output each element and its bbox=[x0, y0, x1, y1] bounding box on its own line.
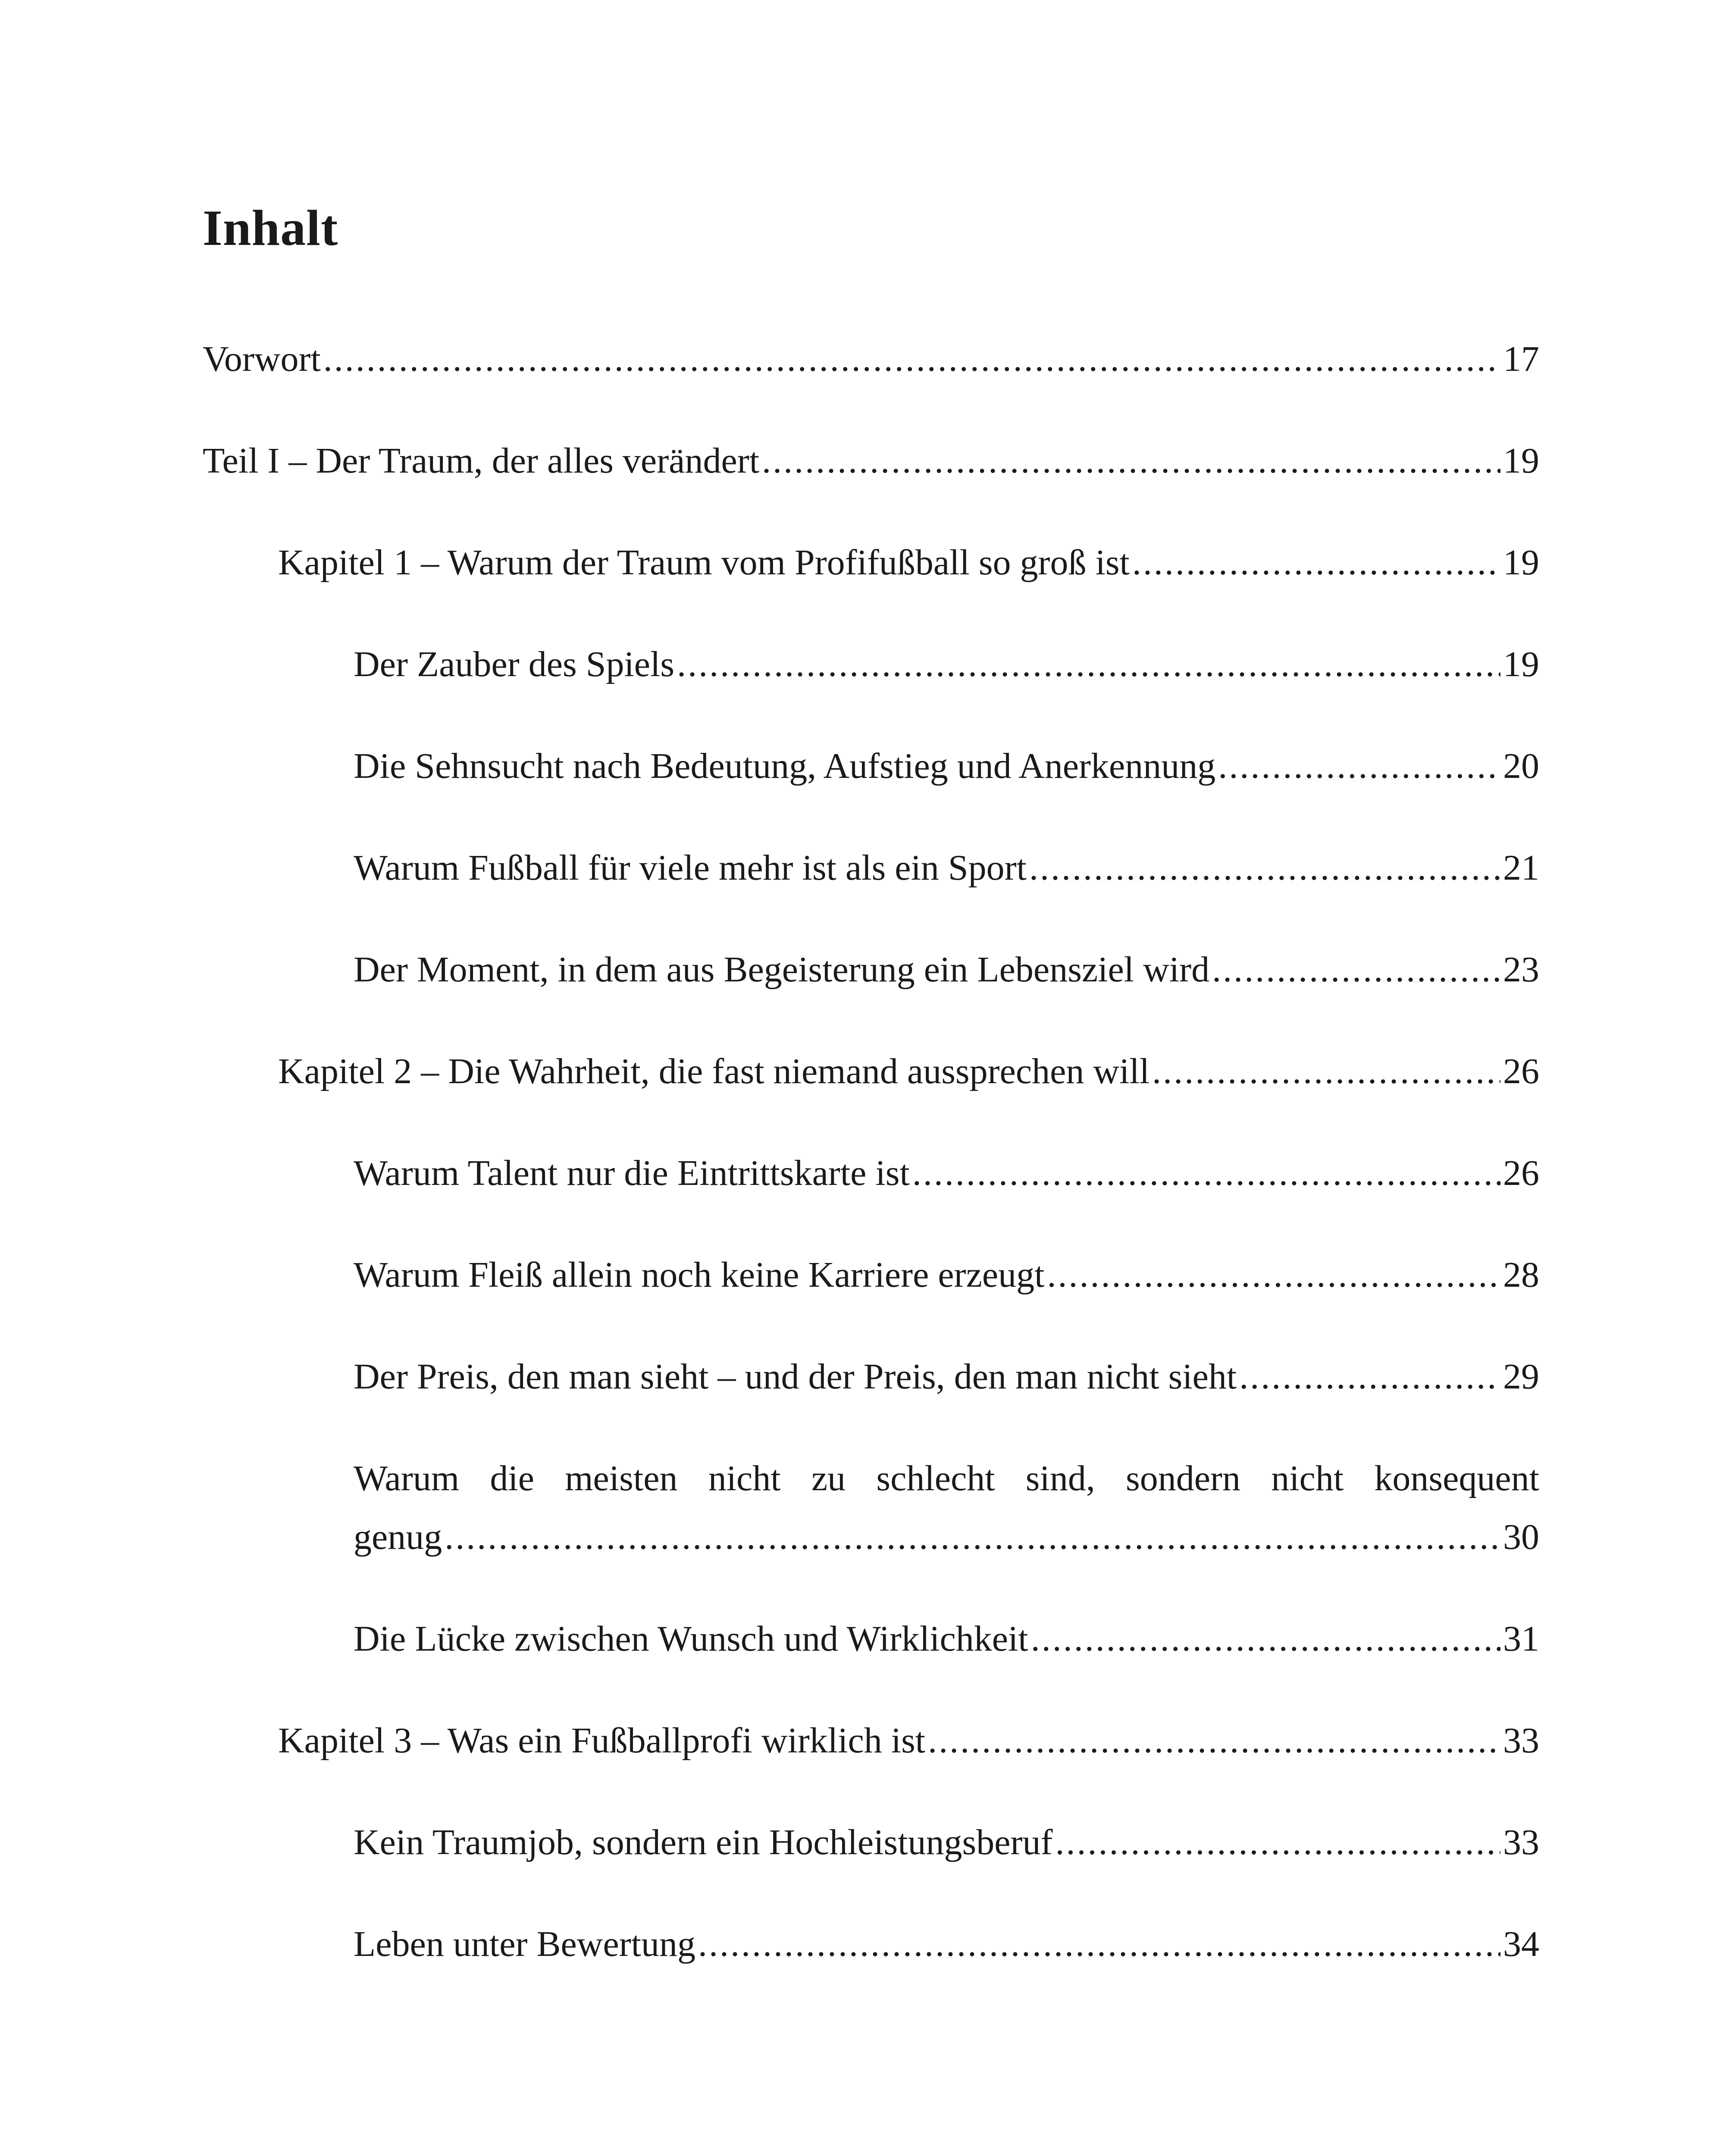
toc-page-number: 33 bbox=[1503, 1822, 1539, 1862]
toc-page-number: 23 bbox=[1503, 950, 1539, 990]
toc-entry-label: Die Lücke zwischen Wunsch und Wirklichkeit bbox=[354, 1619, 1028, 1659]
toc-entry-section[interactable] bbox=[203, 1610, 1539, 1668]
dot-leader bbox=[323, 330, 1500, 389]
toc-entry-vorwort[interactable] bbox=[203, 330, 1539, 389]
toc-entry-label-line-1: Warum die meisten nicht zu schlecht sind, sondern nicht konsequent bbox=[354, 1458, 1539, 1498]
toc-page-number: 33 bbox=[1503, 1720, 1539, 1761]
dot-leader bbox=[1218, 737, 1500, 796]
toc-entry-section[interactable] bbox=[203, 839, 1539, 897]
page-title: Inhalt bbox=[203, 200, 338, 256]
dot-leader bbox=[912, 1144, 1500, 1203]
toc-entry-label: Der Moment, in dem aus Begeisterung ein Lebensziel wird bbox=[354, 950, 1210, 990]
toc-entry-section[interactable] bbox=[203, 1144, 1539, 1203]
toc-entry-section[interactable] bbox=[203, 1348, 1539, 1406]
dot-leader bbox=[1047, 1246, 1500, 1304]
toc-entry-label: Kapitel 1 – Warum der Traum vom Profifußball so groß ist bbox=[278, 542, 1130, 583]
toc-page-number: 17 bbox=[1503, 339, 1539, 379]
toc-entry-label: Der Preis, den man sieht – und der Preis, den man nicht sieht bbox=[354, 1357, 1237, 1397]
table-of-contents bbox=[203, 330, 1539, 2017]
toc-entry-label: Warum Fleiß allein noch keine Karriere erzeugt bbox=[354, 1255, 1045, 1295]
toc-entry-label: Vorwort bbox=[203, 339, 321, 379]
dot-leader bbox=[928, 1711, 1500, 1770]
toc-entry-label: Warum Fußball für viele mehr ist als ein Sport bbox=[354, 848, 1027, 888]
dot-leader bbox=[1031, 1610, 1500, 1668]
toc-page-number: 34 bbox=[1503, 1924, 1539, 1964]
toc-entry-section[interactable] bbox=[203, 1915, 1539, 1974]
toc-entry-section[interactable] bbox=[203, 1813, 1539, 1872]
toc-entry-section[interactable] bbox=[203, 1246, 1539, 1304]
toc-page-number: 29 bbox=[1503, 1357, 1539, 1397]
toc-entry-kapitel-1[interactable] bbox=[203, 533, 1539, 592]
dot-leader bbox=[1239, 1348, 1500, 1406]
toc-entry-section[interactable] bbox=[203, 737, 1539, 796]
toc-page-number: 30 bbox=[1503, 1517, 1539, 1557]
dot-leader bbox=[1212, 940, 1500, 999]
dot-leader bbox=[445, 1508, 1500, 1567]
toc-entry-section[interactable] bbox=[203, 940, 1539, 999]
toc-entry-label: Kein Traumjob, sondern ein Hochleistungsberuf bbox=[354, 1822, 1053, 1862]
toc-entry-kapitel-3[interactable] bbox=[203, 1711, 1539, 1770]
toc-entry-label: Leben unter Bewertung bbox=[354, 1924, 696, 1964]
toc-entry-label: Der Zauber des Spiels bbox=[354, 644, 675, 684]
toc-entry-label: Kapitel 2 – Die Wahrheit, die fast niemand aussprechen will bbox=[278, 1051, 1150, 1091]
toc-page-number: 19 bbox=[1503, 441, 1539, 481]
dot-leader bbox=[1029, 839, 1500, 897]
toc-entry-label: Teil I – Der Traum, der alles verändert bbox=[203, 441, 760, 481]
toc-page-number: 28 bbox=[1503, 1255, 1539, 1295]
toc-page-number: 20 bbox=[1503, 746, 1539, 786]
dot-leader bbox=[698, 1915, 1500, 1974]
toc-entry-label: Kapitel 3 – Was ein Fußballprofi wirklich ist bbox=[278, 1720, 926, 1761]
toc-page-number: 19 bbox=[1503, 542, 1539, 583]
toc-page-number: 26 bbox=[1503, 1153, 1539, 1193]
toc-entry-kapitel-2[interactable] bbox=[203, 1042, 1539, 1101]
dot-leader bbox=[1132, 533, 1500, 592]
toc-page-number: 21 bbox=[1503, 848, 1539, 888]
toc-page-number: 26 bbox=[1503, 1051, 1539, 1091]
toc-page-number: 19 bbox=[1503, 644, 1539, 684]
toc-page-number: 31 bbox=[1503, 1619, 1539, 1659]
toc-entry-section-wrapped[interactable] bbox=[203, 1449, 1539, 1567]
dot-leader bbox=[677, 635, 1500, 694]
toc-entry-label-line-2: genug bbox=[354, 1517, 442, 1557]
toc-entry-label-line-2-row bbox=[354, 1508, 1539, 1567]
dot-leader bbox=[762, 432, 1500, 490]
dot-leader bbox=[1055, 1813, 1500, 1872]
toc-entry-teil-1[interactable] bbox=[203, 432, 1539, 490]
toc-entry-label: Warum Talent nur die Eintrittskarte ist bbox=[354, 1153, 910, 1193]
toc-entry-section[interactable] bbox=[203, 635, 1539, 694]
toc-entry-label: Die Sehnsucht nach Bedeutung, Aufstieg und Anerkennung bbox=[354, 746, 1216, 786]
dot-leader bbox=[1152, 1042, 1500, 1101]
